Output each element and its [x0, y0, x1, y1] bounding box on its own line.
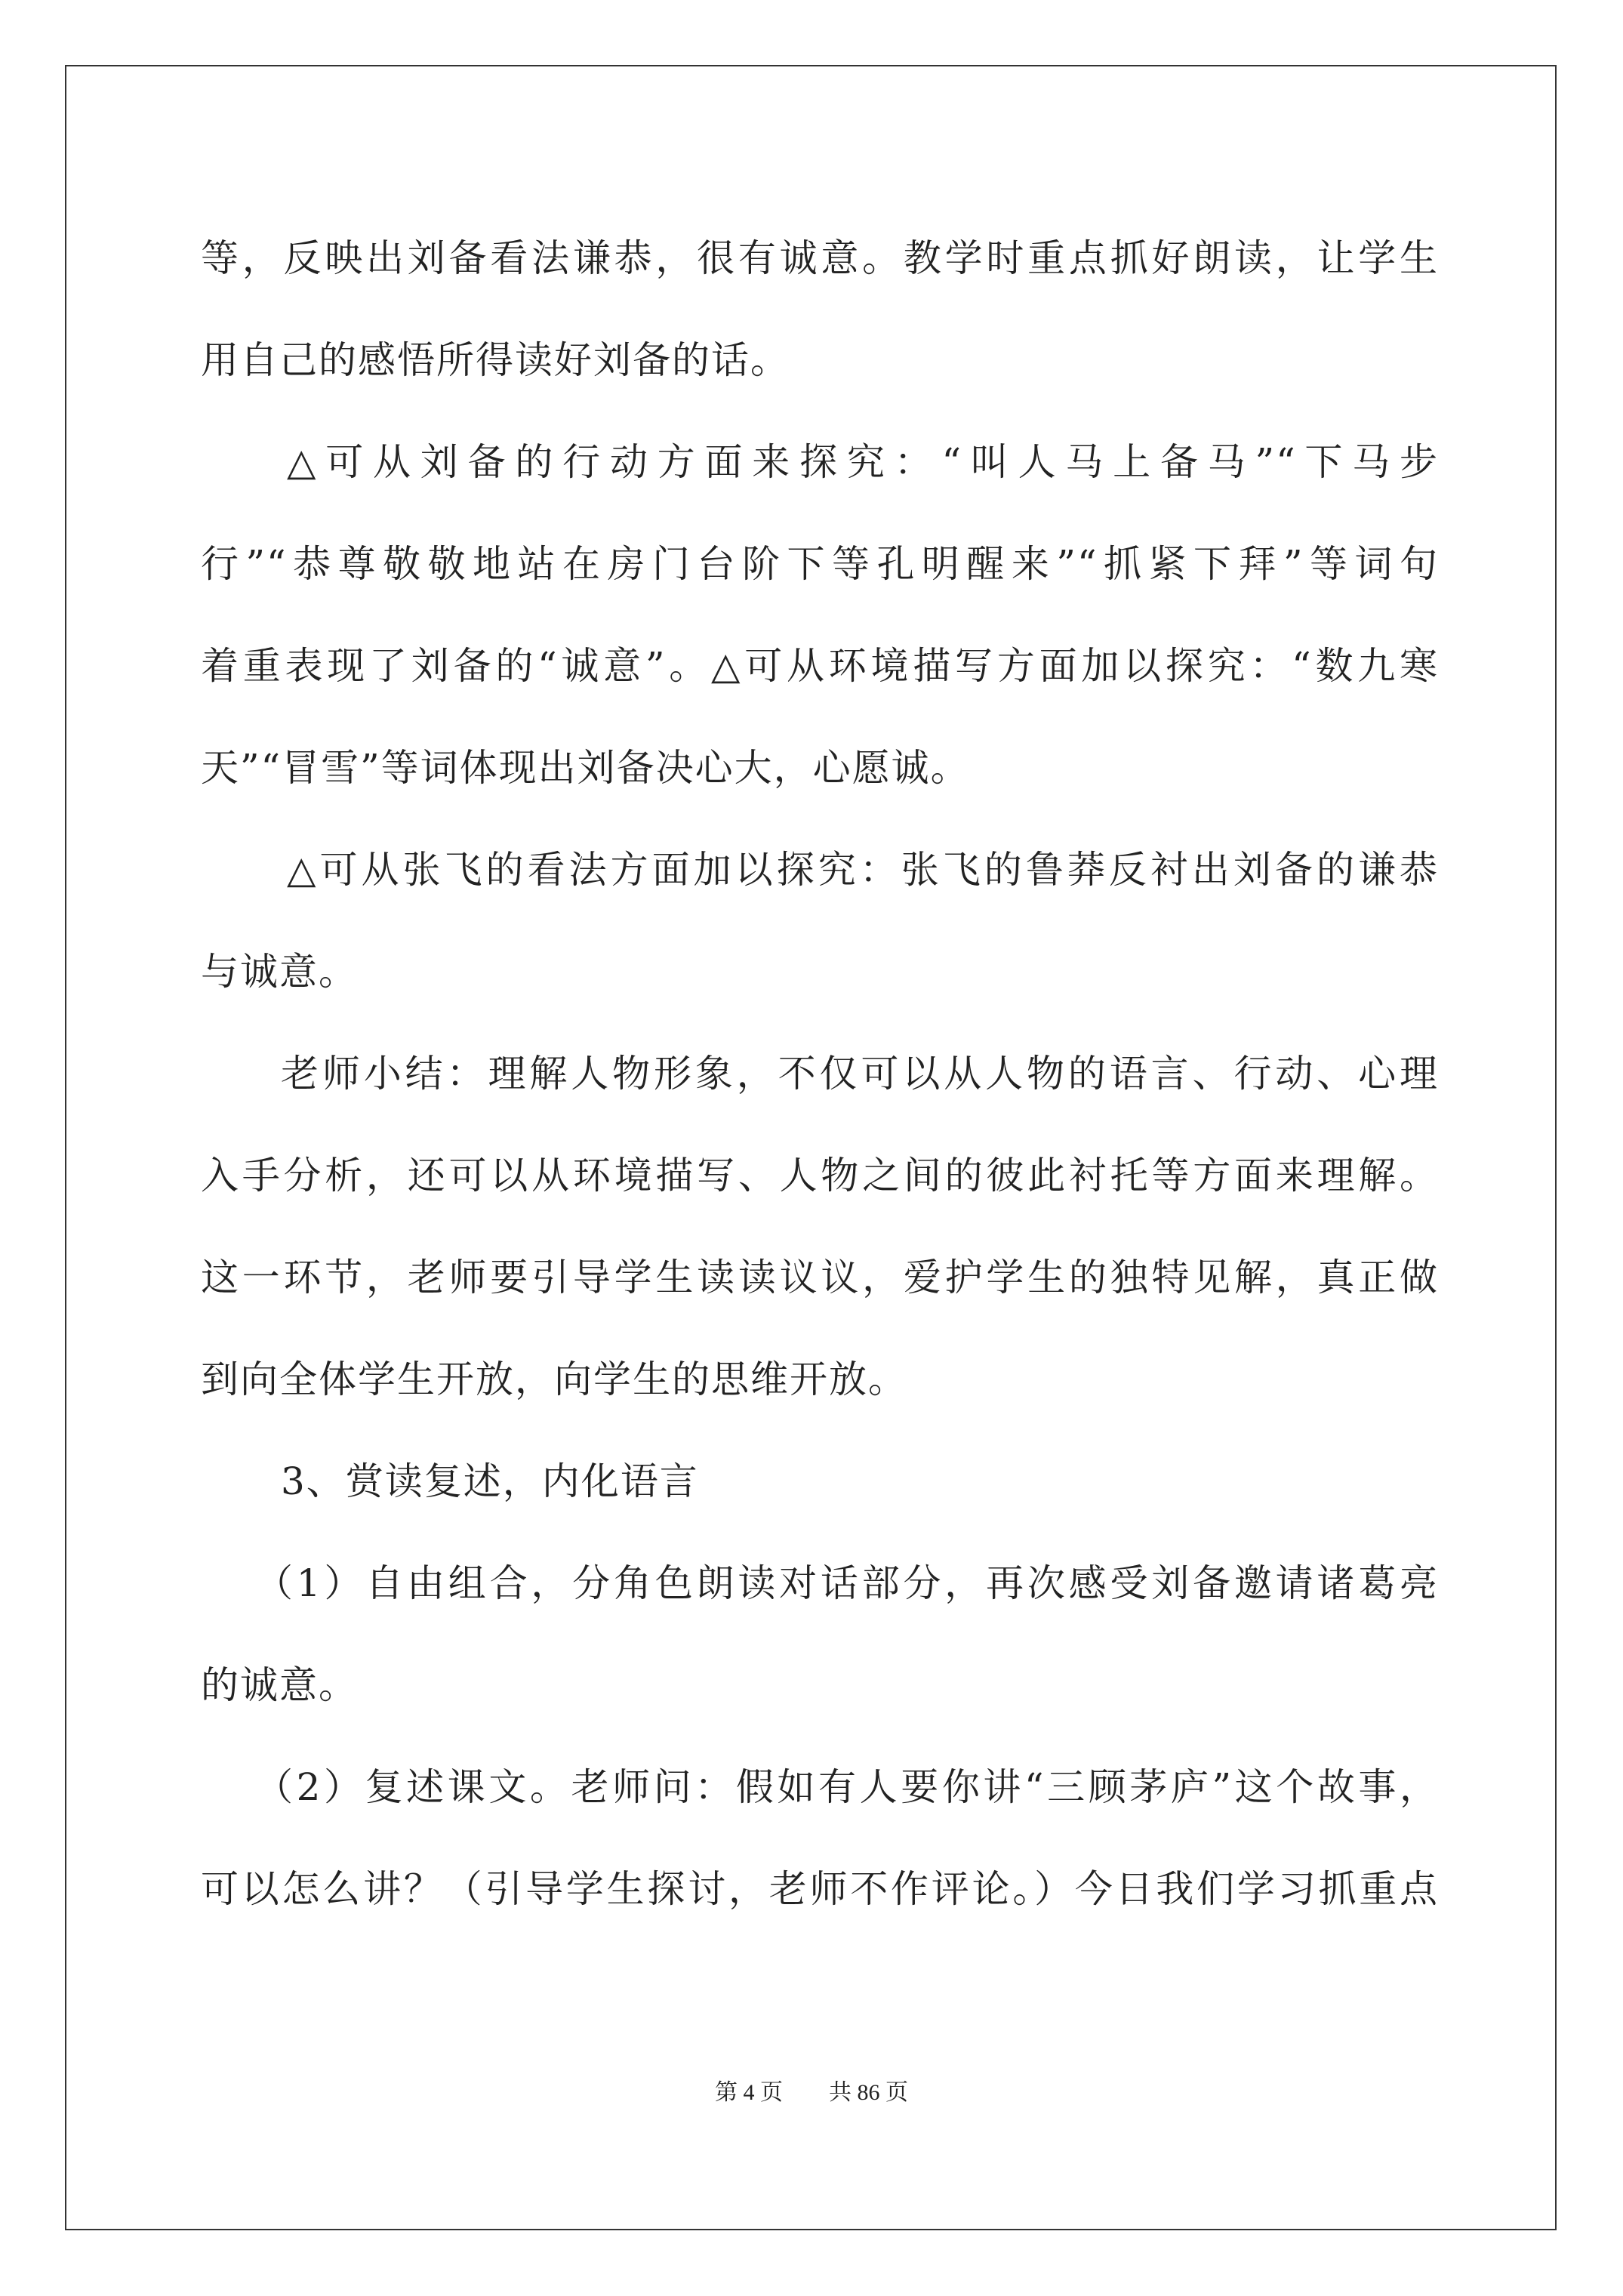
paragraph-line: 与诚意。 — [201, 950, 358, 994]
paragraph-line: 天”“冒雪”等词体现出刘备决心大，心愿诚。 — [201, 746, 970, 790]
paragraph-line: 入手分析，还可以从环境描写、人物之间的彼此衬托等方面来理解。 — [201, 1154, 1439, 1197]
paragraph-line: 这一环节，老师要引导学生读读议议，爱护学生的独特见解，真正做 — [201, 1256, 1439, 1299]
paragraph-line: 的诚意。 — [201, 1663, 358, 1707]
paragraph-line: （1）自由组合，分角色朗读对话部分，再次感受刘备邀请诸葛亮 — [255, 1561, 1439, 1605]
paragraph-line: 可以怎么讲？（引导学生探讨，老师不作评论。）今日我们学习抓重点 — [201, 1867, 1439, 1911]
paragraph-line: 老师小结：理解人物形象，不仅可以从人物的语言、行动、心理 — [281, 1052, 1439, 1096]
page-number: 第 4 页 — [715, 2080, 783, 2105]
paragraph-line: △可从刘备的行动方面来探究：“叫人马上备马”“下马步 — [287, 440, 1439, 484]
section-heading: 3、赏读复述，内化语言 — [281, 1459, 699, 1503]
paragraph-line: 到向全体学生开放，向学生的思维开放。 — [201, 1358, 907, 1401]
paragraph-line: 用自己的感悟所得读好刘备的话。 — [201, 338, 790, 382]
paragraph-line: （2）复述课文。老师问：假如有人要你讲“三顾茅庐”这个故事， — [255, 1765, 1439, 1809]
paragraph-line: 着重表现了刘备的“诚意”。△可从环境描写方面加以探究：“数九寒 — [201, 644, 1439, 688]
page-total: 共 86 页 — [829, 2080, 908, 2105]
paragraph-line: 等，反映出刘备看法谦恭，很有诚意。教学时重点抓好朗读，让学生 — [201, 236, 1439, 280]
paragraph-line: 行”“恭尊敬敬地站在房门台阶下等孔明醒来”“抓紧下拜”等词句 — [201, 542, 1439, 586]
paragraph-line: △可从张飞的看法方面加以探究：张飞的鲁莽反衬出刘备的谦恭 — [287, 848, 1439, 892]
page-footer — [0, 2073, 1623, 2106]
